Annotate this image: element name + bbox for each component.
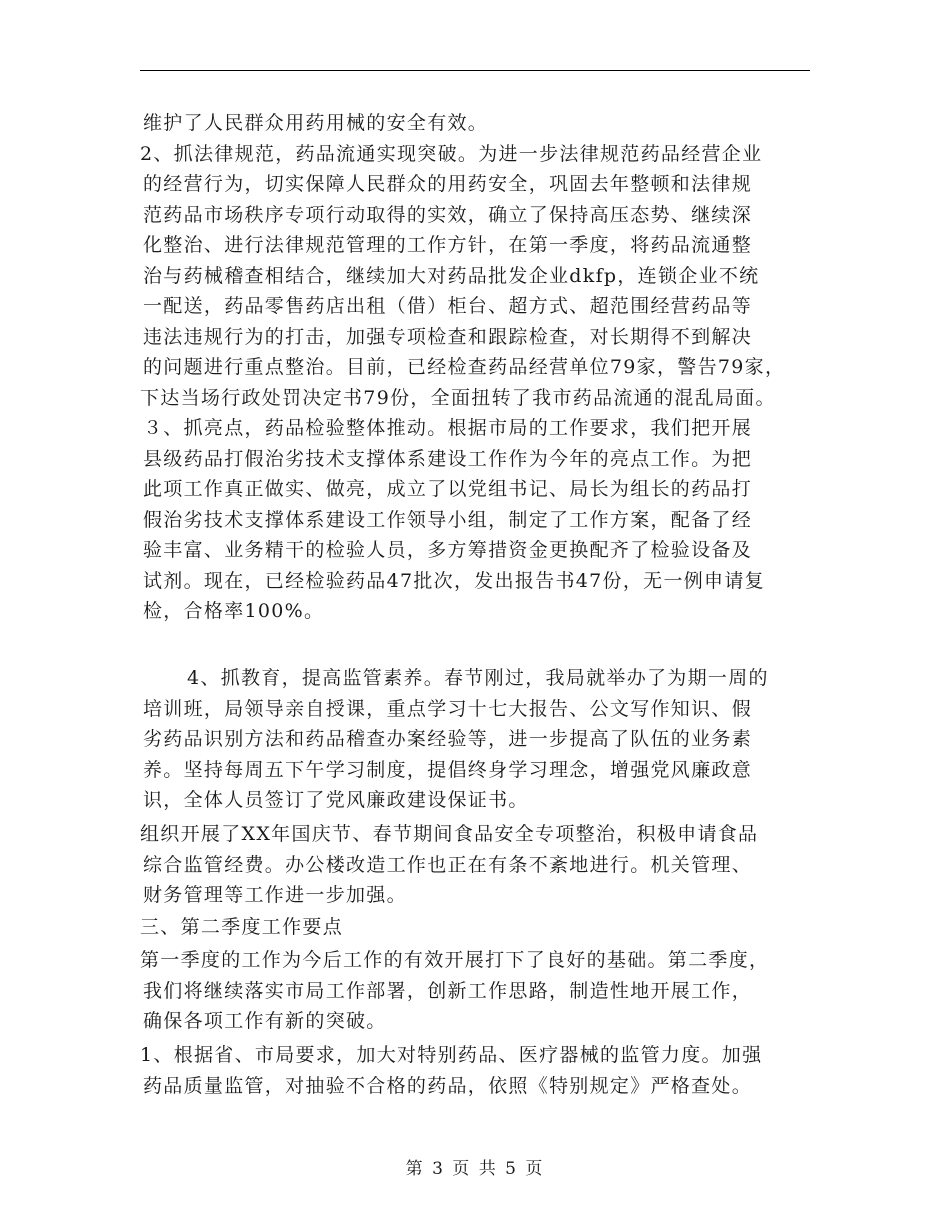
text-line: 养。坚持每周五下午学习制度，提倡终身学习理念，增强党风廉政意	[143, 758, 753, 781]
text-line: 综合监管经费。办公楼改造工作也正在有条不紊地进行。机关管理、	[143, 853, 753, 876]
text-line: 财务管理等工作进一步加强。	[143, 884, 407, 906]
text-line: 一配送，药品零售药店出租（借）柜台、超方式、超范围经营药品等	[143, 295, 753, 317]
text-line: 我们将继续落实市局工作部署，创新工作思路，制造性地开展工作，	[143, 979, 753, 1002]
text-line: 2、抓法律规范，药品流通实现突破。为进一步法律规范药品经营企业	[140, 142, 763, 165]
text-line: 第一季度的工作为今后工作的有效开展打下了良好的基础。第二季度，	[140, 949, 770, 971]
text-line: 此项工作真正做实、做亮，成立了以党组书记、局长为组长的药品打	[143, 478, 753, 500]
text-line: 县级药品打假治劣技术支撑体系建设工作作为今年的亮点工作。为把	[143, 447, 753, 470]
text-line: 化整治、进行法律规范管理的工作方针，在第一季度，将药品流通整	[143, 234, 753, 256]
text-line: 1、根据省、市局要求，加大对特别药品、医疗器械的监管力度。加强	[140, 1044, 763, 1066]
text-line: 假治劣技术支撑体系建设工作领导小组，制定了工作方案，配备了经	[143, 508, 753, 531]
text-line: 劣药品识别方法和药品稽查办案经验等，进一步提高了队伍的业务素	[143, 728, 753, 750]
text-line: 培训班，局领导亲自授课，重点学习十七大报告、公文写作知识、假	[143, 697, 753, 720]
text-line: 4、抓教育，提高监管素养。春节刚过，我局就举办了为期一周的	[187, 667, 769, 689]
text-line: 三、第二季度工作要点	[140, 916, 344, 938]
text-line: 识，全体人员签订了党风廉政建设保证书。	[143, 789, 529, 811]
text-line: 违法违规行为的打击，加强专项检查和跟踪检查，对长期得不到解决	[143, 325, 753, 348]
text-line: 组织开展了XX年国庆节、春节期间食品安全专项整治，积极申请食品	[140, 823, 759, 845]
text-line: 下达当场行政处罚决定书79份，全面扭转了我市药品流通的混乱局面。	[140, 386, 776, 409]
text-line: 维护了人民群众用药用械的安全有效。	[143, 112, 489, 134]
text-line: 的问题进行重点整治。目前，已经检查药品经营单位79家，警告79家，	[143, 356, 786, 378]
text-line: ３、抓亮点，药品检验整体推动。根据市局的工作要求，我们把开展	[143, 417, 753, 439]
text-line: 药品质量监管，对抽验不合格的药品，依照《特别规定》严格查处。	[143, 1074, 753, 1097]
text-line: 治与药械稽查相结合，继续加大对药品批发企业dkfp，连锁企业不统	[143, 264, 760, 287]
text-line: 确保各项工作有新的突破。	[143, 1010, 387, 1032]
text-line: 的经营行为，切实保障人民群众的用药安全，巩固去年整顿和法律规	[143, 173, 753, 195]
header-rule	[140, 70, 810, 71]
text-line: 范药品市场秩序专项行动取得的实效，确立了保持高压态势、继续深	[143, 203, 753, 226]
text-line: 试剂。现在，已经检验药品47批次，发出报告书47份，无一例申请复	[143, 569, 765, 592]
page-number-footer: 第 3 页 共 5 页	[405, 1159, 545, 1179]
text-line: 验丰富、业务精干的检验人员，多方筹措资金更换配齐了检验设备及	[143, 539, 753, 561]
text-line: 检，合格率100%。	[143, 600, 325, 622]
